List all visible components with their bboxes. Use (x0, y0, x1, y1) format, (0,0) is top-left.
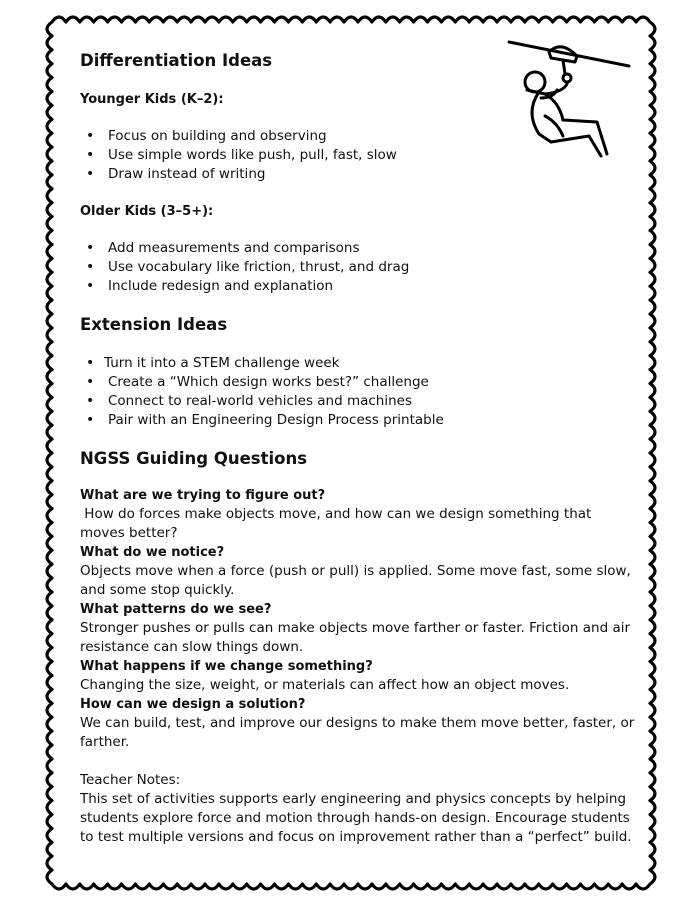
extension-list (80, 354, 640, 430)
question-text: What are we trying to figure out? (80, 488, 326, 503)
question-text: What patterns do we see? (80, 602, 272, 617)
list-item: • Use vocabulary like friction, thrust, and drag (80, 258, 640, 277)
teacher-notes-text: This set of activities supports early engineering and physics concepts by helping students explore force and motion through hands-on design. Encourage students to test multiple versions and focus on improvement rather than a “perfect” build. (80, 791, 632, 845)
answer-text: We can build, test, and improve our designs to make them move better, faster, or farther. (80, 715, 635, 750)
answer-text: Changing the size, weight, or materials can affect how an object moves. (80, 677, 570, 693)
ngss-heading: NGSS Guiding Questions (80, 449, 308, 468)
older-kids-label: Older Kids (3–5+): (80, 204, 214, 219)
list-item: • Include redesign and explanation (80, 277, 640, 296)
answer-text: Objects move when a force (push or pull) is applied. Some move fast, some slow, and some stop quickly. (80, 563, 631, 598)
question-text: What do we notice? (80, 545, 225, 560)
answer-text: How do forces make objects move, and how can we design something that moves better? (80, 506, 596, 541)
list-item: • Connect to real-world vehicles and machines (80, 392, 640, 411)
younger-kids-list (80, 127, 640, 184)
older-kids-list (80, 239, 640, 296)
list-item: • Turn it into a STEM challenge week (80, 354, 640, 373)
question-text: What happens if we change something? (80, 659, 373, 674)
differentiation-heading: Differentiation Ideas (80, 51, 273, 70)
list-item: • Draw instead of writing (80, 165, 640, 184)
list-item: • Create a “Which design works best?” challenge (80, 373, 640, 392)
worksheet-content (80, 48, 640, 847)
younger-kids-label: Younger Kids (K–2): (80, 92, 224, 107)
list-item: • Use simple words like push, pull, fast, slow (80, 146, 640, 165)
list-item: • Pair with an Engineering Design Process printable (80, 411, 640, 430)
list-item: • Focus on building and observing (80, 127, 640, 146)
extension-heading: Extension Ideas (80, 315, 228, 334)
teacher-notes-label: Teacher Notes: (80, 772, 181, 788)
question-text: How can we design a solution? (80, 697, 306, 712)
ngss-questions (80, 486, 640, 752)
list-item: • Add measurements and comparisons (80, 239, 640, 258)
answer-text: Stronger pushes or pulls can make objects move farther or faster. Friction and air resistance can slow things down. (80, 620, 631, 655)
